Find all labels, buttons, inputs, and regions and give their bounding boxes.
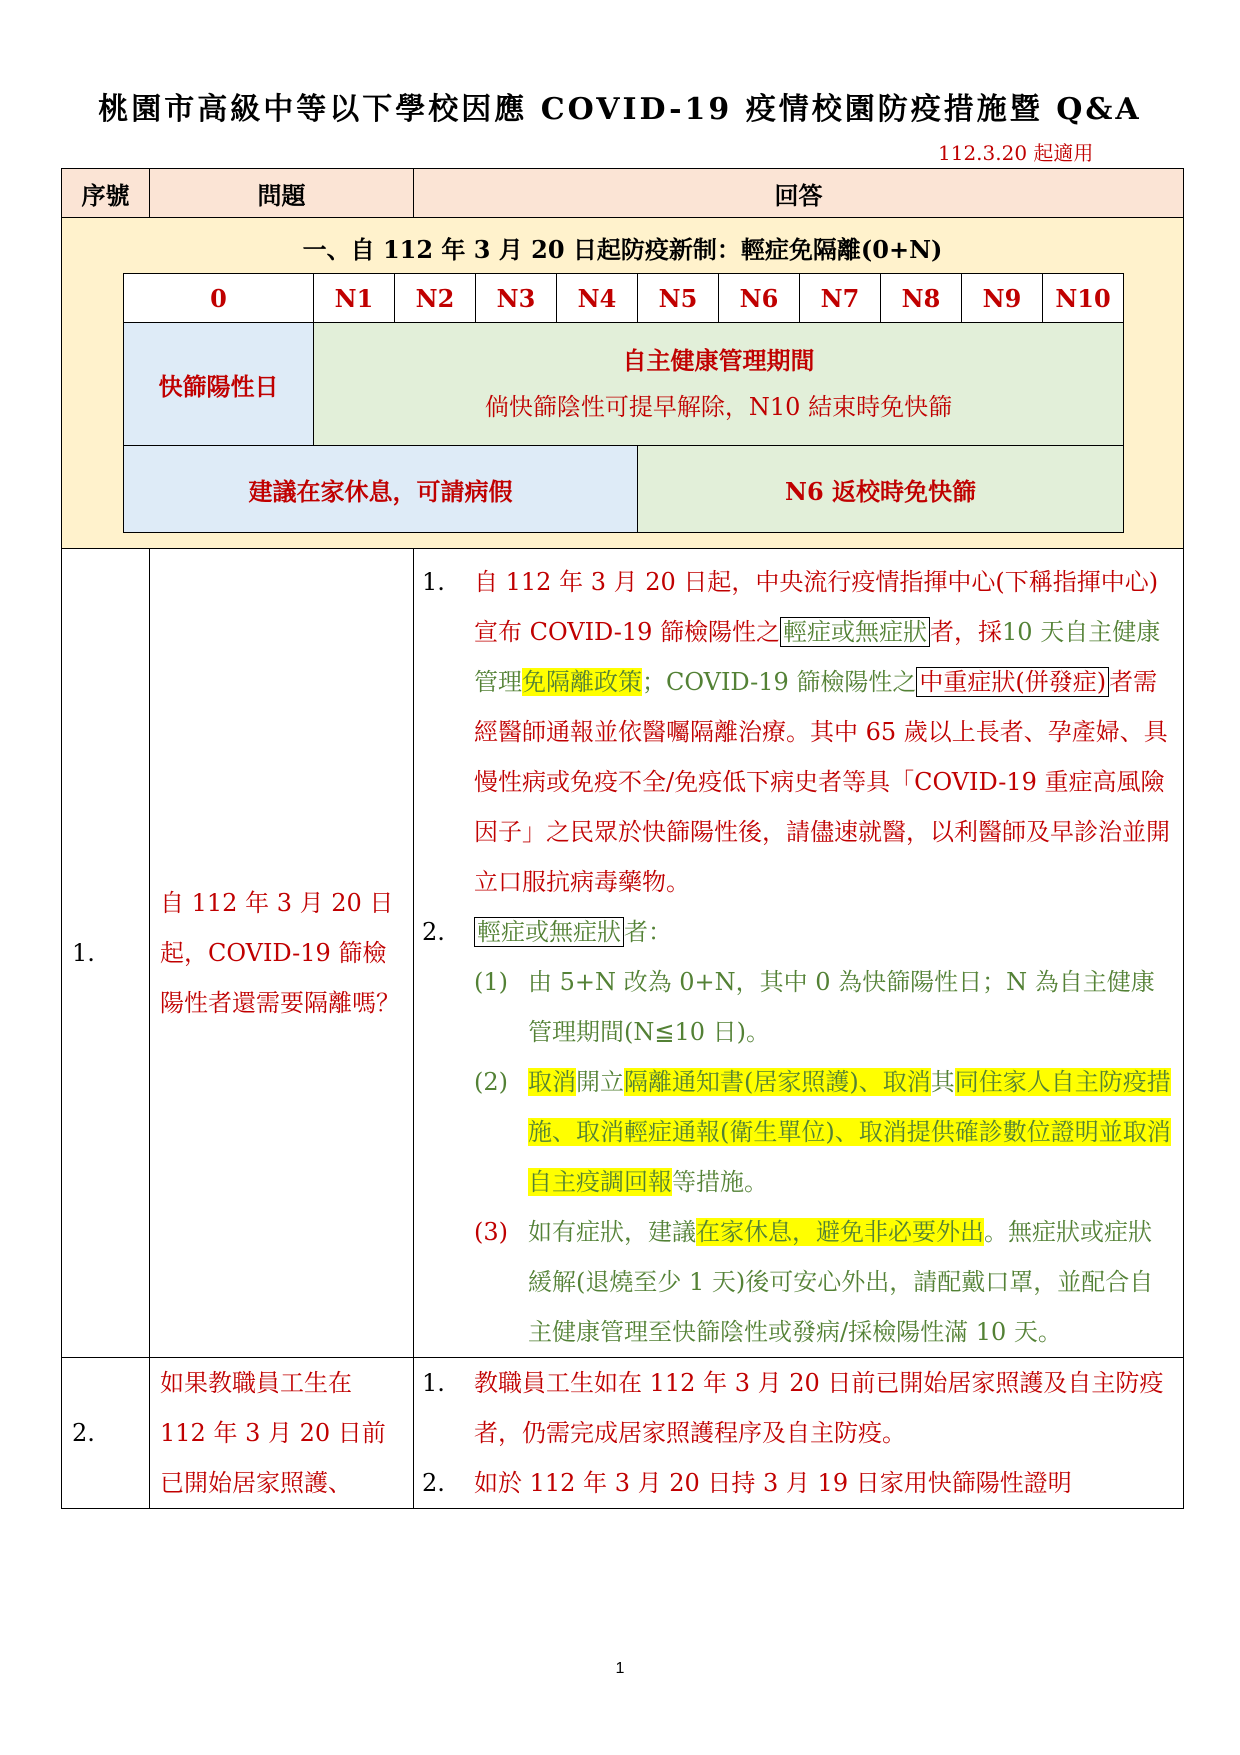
self-management-title: 自主健康管理期間 bbox=[622, 346, 815, 375]
highlighted-term: 在家休息，避免非必要外出 bbox=[696, 1218, 984, 1246]
boxed-term: 輕症或無症狀 bbox=[474, 917, 624, 947]
answer-item bbox=[422, 1358, 1173, 1458]
sub-item-text bbox=[528, 1207, 1173, 1357]
self-management-note: 倘快篩陰性可提早解除，N10 結束時免快篩 bbox=[484, 393, 953, 421]
rest-advice-cell: 建議在家休息，可請病假 bbox=[124, 446, 638, 533]
text-run: 者： bbox=[624, 918, 672, 946]
table-row bbox=[62, 549, 1184, 1358]
table-header-row bbox=[62, 169, 1184, 218]
self-management-cell bbox=[314, 323, 1124, 446]
qa-table bbox=[61, 168, 1184, 1509]
period-row bbox=[124, 323, 1124, 446]
day-cell: N3 bbox=[476, 274, 557, 323]
sub-item-number: (2) bbox=[474, 1068, 508, 1096]
sub-item bbox=[474, 1057, 1173, 1207]
advice-row bbox=[124, 446, 1124, 533]
header-answer: 回答 bbox=[414, 169, 1184, 218]
sub-item bbox=[474, 957, 1173, 1057]
answer-item bbox=[422, 907, 1173, 957]
day-cell: N8 bbox=[881, 274, 962, 323]
day-cell: N1 bbox=[314, 274, 395, 323]
item-text bbox=[474, 557, 1173, 907]
row-answer bbox=[414, 1358, 1184, 1509]
day-cell: N6 bbox=[719, 274, 800, 323]
highlighted-term: 取消 bbox=[528, 1068, 576, 1096]
text-run: 者需經醫師通報並依醫囑隔離治療。其中 65 歲以上長者、孕產婦、具慢性病或免疫不全/免疫低下病史者等具「COVID-19 重症高風險因子」之民眾於快篩陽性後，請儘速就醫，以利醫師及早診治並開立口服抗病毒藥物。 bbox=[474, 668, 1170, 896]
item-number: 1. bbox=[422, 568, 445, 596]
text-run: 10 天自主健康管理 bbox=[474, 618, 1161, 696]
text-run: 等措施。 bbox=[672, 1168, 768, 1196]
return-note-cell: N6 返校時免快篩 bbox=[638, 446, 1124, 533]
row-question: 自 112 年 3 月 20 日起，COVID-19 篩檢陽性者還需要隔離嗎？ bbox=[150, 549, 414, 1358]
boxed-term: 中重症狀(併發症) bbox=[916, 667, 1109, 697]
highlighted-term: 免隔離政策 bbox=[522, 668, 642, 696]
row-answer bbox=[414, 549, 1184, 1358]
day-cell: N4 bbox=[557, 274, 638, 323]
day-cell: N7 bbox=[800, 274, 881, 323]
effective-date: 112.3.20 起適用 bbox=[938, 141, 1094, 165]
day-cell: 0 bbox=[124, 274, 314, 323]
item-text: 如於 112 年 3 月 20 日持 3 月 19 日家用快篩陽性證明 bbox=[474, 1469, 1072, 1497]
highlighted-term: 同住家人自主防疫措施、取消輕症通報(衛生單位)、取消提供確診數位證明並取消自主疫調回報 bbox=[528, 1068, 1171, 1196]
text-run: 。無症狀或症狀緩解(退燒至少 1 天)後可安心外出，請配戴口罩，並配合自主健康管理至快篩陰性或發病/採檢陽性滿 10 天。 bbox=[528, 1218, 1154, 1346]
sub-item-number: (1) bbox=[474, 968, 508, 996]
document-title: 桃園市高級中等以下學校因應 COVID-19 疫情校園防疫措施暨 Q&A bbox=[98, 92, 1142, 127]
item-number: 2. bbox=[422, 918, 445, 946]
day-cell: N2 bbox=[395, 274, 476, 323]
sub-item-number: (3) bbox=[474, 1218, 508, 1246]
item-number: 1. bbox=[422, 1369, 445, 1397]
row-number: 2. bbox=[62, 1358, 150, 1509]
timeline-table bbox=[123, 273, 1124, 533]
item-text: 教職員工生如在 112 年 3 月 20 日前已開始居家照護及自主防疫者，仍需完成居家照護程序及自主防疫。 bbox=[474, 1369, 1164, 1447]
day-cell: N10 bbox=[1043, 274, 1124, 323]
text-run: 其 bbox=[930, 1068, 955, 1096]
boxed-term: 輕症或無症狀 bbox=[780, 617, 930, 647]
table-row bbox=[62, 1358, 1184, 1509]
page-number: 1 bbox=[615, 1660, 625, 1677]
sub-item bbox=[474, 1207, 1173, 1357]
day-cell: N5 bbox=[638, 274, 719, 323]
section-title: 一、自 112 年 3 月 20 日起防疫新制：輕症免隔離(0+N) bbox=[302, 235, 943, 264]
answer-item bbox=[422, 1458, 1173, 1508]
header-no: 序號 bbox=[62, 169, 150, 218]
text-run: 如有症狀，建議 bbox=[528, 1218, 696, 1246]
highlighted-term: 隔離通知書(居家照護)、取消 bbox=[624, 1068, 931, 1096]
text-run: 開立 bbox=[576, 1068, 624, 1096]
positive-day-cell: 快篩陽性日 bbox=[124, 323, 314, 446]
section-cell bbox=[62, 218, 1184, 549]
answer-item bbox=[422, 557, 1173, 907]
row-number: 1. bbox=[62, 549, 150, 1358]
sub-item-text bbox=[528, 1057, 1173, 1207]
text-run: ；COVID-19 篩檢陽性之 bbox=[642, 668, 917, 696]
text-run: 自 112 年 3 月 20 日起，中央流行疫情指揮中心(下稱指揮中心)宣布 COVID-19 篩檢陽性之 bbox=[474, 568, 1159, 646]
day-row bbox=[124, 274, 1124, 323]
row-question: 如果教職員工生在 112 年 3 月 20 日前已開始居家照護、 bbox=[150, 1358, 414, 1509]
sub-item-text: 由 5+N 改為 0+N，其中 0 為快篩陽性日；N 為自主健康管理期間(N≦10 日)。 bbox=[528, 968, 1155, 1046]
item-number: 2. bbox=[422, 1469, 445, 1497]
item-text bbox=[474, 907, 672, 957]
header-question: 問題 bbox=[150, 169, 414, 218]
text-run: 者，採 bbox=[930, 618, 1003, 646]
day-cell: N9 bbox=[962, 274, 1043, 323]
section-row bbox=[62, 218, 1184, 549]
